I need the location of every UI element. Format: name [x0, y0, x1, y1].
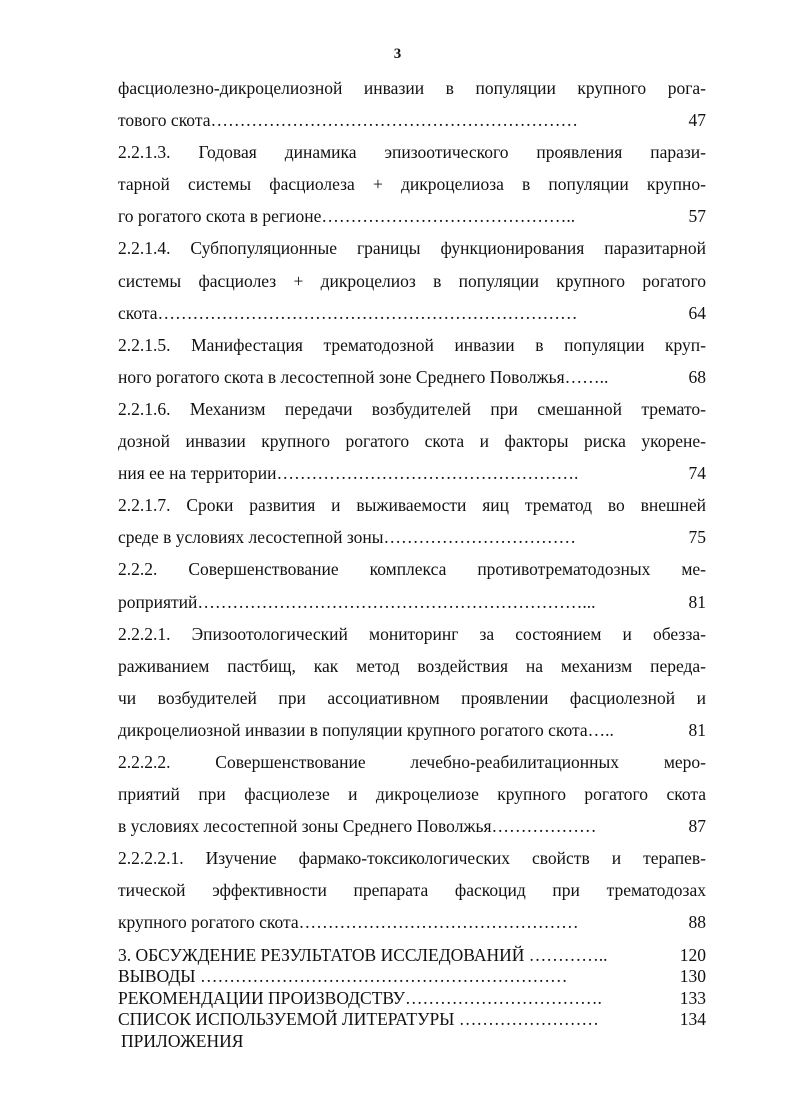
- toc-chapter: [118, 1009, 706, 1031]
- toc-entry-page: 68: [688, 366, 706, 387]
- toc-entry-line: раживанием пастбищ, как метод воздействия на механизм переда-: [118, 655, 706, 676]
- toc-entry-line: 2.2.2.2.1. Изучение фармако-токсикологических свойств и терапев-: [118, 848, 706, 869]
- toc-chapters: [118, 945, 706, 1031]
- toc-entry-line: 2.2.1.5. Манифестация трематодозной инвазии в популяции круп-: [118, 334, 706, 355]
- toc-entry-line: 2.2.1.3. Годовая динамика эпизоотического проявления парази-: [118, 142, 706, 163]
- toc-entry: [118, 232, 706, 328]
- toc-entry-leader-text: в условиях лесостепной зоны Среднего Поволжья………………: [118, 816, 597, 837]
- toc-entry-last-line: [118, 104, 706, 136]
- toc-chapter: [118, 988, 706, 1010]
- toc-chapter-page: 134: [679, 1009, 706, 1030]
- toc-entry-line: 2.2.2. Совершенствование комплекса противотрематодозных ме-: [118, 559, 706, 580]
- toc-entry-line: тической эффективности препарата фаскоцид при трематодозах: [118, 880, 706, 901]
- toc-entry-page: 81: [688, 591, 706, 612]
- toc-entry: [118, 136, 706, 232]
- toc-entry-line: 2.2.2.1. Эпизоотологический мониторинг за состоянием и обезза-: [118, 623, 706, 644]
- toc-entry-last-line: [118, 906, 706, 938]
- toc-entry-page: 47: [688, 110, 706, 131]
- toc-entry-page: 75: [688, 527, 706, 548]
- toc-entry-line: 2.2.2.2. Совершенствование лечебно-реабилитационных меро-: [118, 751, 706, 772]
- toc-chapter-title: СПИСОК ИСПОЛЬЗУЕМОЙ ЛИТЕРАТУРЫ ……………………: [118, 1009, 599, 1030]
- toc-entry-page: 88: [688, 912, 706, 933]
- toc-chapter-title: 3. ОБСУЖДЕНИЕ РЕЗУЛЬТАТОВ ИССЛЕДОВАНИЙ …………..: [118, 944, 608, 965]
- toc-entry-last-line: [118, 521, 706, 553]
- toc-entry-last-line: [118, 810, 706, 842]
- toc-entry-leader-text: го рогатого скота в регионе……………………………………..: [118, 206, 576, 227]
- appendix-title: [118, 1031, 706, 1053]
- toc-entry-leader-text: роприятий…………………………………………………………...: [118, 591, 596, 612]
- toc-entry-last-line: [118, 200, 706, 232]
- appendix-title-text: ПРИЛОЖЕНИЯ: [121, 1030, 244, 1051]
- toc-chapter-page: 120: [679, 944, 706, 965]
- toc-entry-leader-text: ния ее на территории…………………………………………….: [118, 463, 579, 484]
- toc-entry-line: дозной инвазии крупного рогатого скота и факторы риска укорене-: [118, 431, 706, 452]
- toc-entry-line: 2.2.1.4. Субпопуляционные границы функционирования паразитарной: [118, 238, 706, 259]
- toc-entry-leader-text: ного рогатого скота в лесостепной зоне Среднего Поволжья……..: [118, 366, 609, 387]
- toc-entry-page: 74: [688, 463, 706, 484]
- toc-entry: [118, 393, 706, 489]
- toc-entry-line: 2.2.1.6. Механизм передачи возбудителей при смешанной тремато-: [118, 398, 706, 419]
- toc-entry-last-line: [118, 361, 706, 393]
- toc-entry: [118, 553, 706, 617]
- toc-entry: [118, 618, 706, 746]
- page-number: 3: [393, 46, 402, 62]
- toc-entry: [118, 72, 706, 136]
- toc-entries: [118, 72, 706, 939]
- toc-chapter: [118, 966, 706, 988]
- toc-chapter: [118, 945, 706, 967]
- toc-entry-last-line: [118, 297, 706, 329]
- toc-entry-last-line: [118, 457, 706, 489]
- toc-chapter-page: 133: [679, 987, 706, 1008]
- toc-entry: [118, 329, 706, 393]
- toc-entry-leader-text: скота………………………………………………………………: [118, 302, 578, 323]
- toc-entry-line: системы фасциолез + дикроцелиоз в популяции крупного рогатого: [118, 270, 706, 291]
- toc-entry-leader-text: дикроцелиозной инвазии в популяции крупного рогатого скота…..: [118, 719, 614, 740]
- toc-entry-page: 64: [688, 302, 706, 323]
- toc-entry-page: 57: [688, 206, 706, 227]
- toc-entry-last-line: [118, 714, 706, 746]
- toc-entry-leader-text: тового скота………………………………………………………: [118, 110, 578, 131]
- toc-entry: [118, 746, 706, 842]
- toc-entry-line: 2.2.1.7. Сроки развития и выживаемости яиц трематод во внешней: [118, 495, 706, 516]
- table-of-contents: [118, 72, 706, 1052]
- toc-entry-last-line: [118, 586, 706, 618]
- toc-entry: [118, 842, 706, 938]
- toc-entry: [118, 489, 706, 553]
- toc-entry-page: 87: [688, 816, 706, 837]
- toc-entry-line: приятий при фасциолезе и дикроцелиозе крупного рогатого скота: [118, 784, 706, 805]
- toc-chapter-title: РЕКОМЕНДАЦИИ ПРОИЗВОДСТВУ…………………………….: [118, 987, 602, 1008]
- toc-entry-line: чи возбудителей при ассоциативном проявлении фасциолезной и: [118, 687, 706, 708]
- toc-entry-leader-text: среде в условиях лесостепной зоны……………………………: [118, 527, 577, 548]
- toc-entry-line: фасциолезно-дикроцелиозной инвазии в популяции крупного рога-: [118, 78, 706, 98]
- toc-chapter-title: ВЫВОДЫ ………………………………………………………: [118, 966, 568, 987]
- toc-entry-leader-text: крупного рогатого скота…………………………………………: [118, 912, 579, 933]
- toc-chapter-page: 130: [679, 966, 706, 987]
- toc-entry-page: 81: [688, 719, 706, 740]
- toc-entry-line: тарной системы фасциолеза + дикроцелиоза в популяции крупно-: [118, 174, 706, 195]
